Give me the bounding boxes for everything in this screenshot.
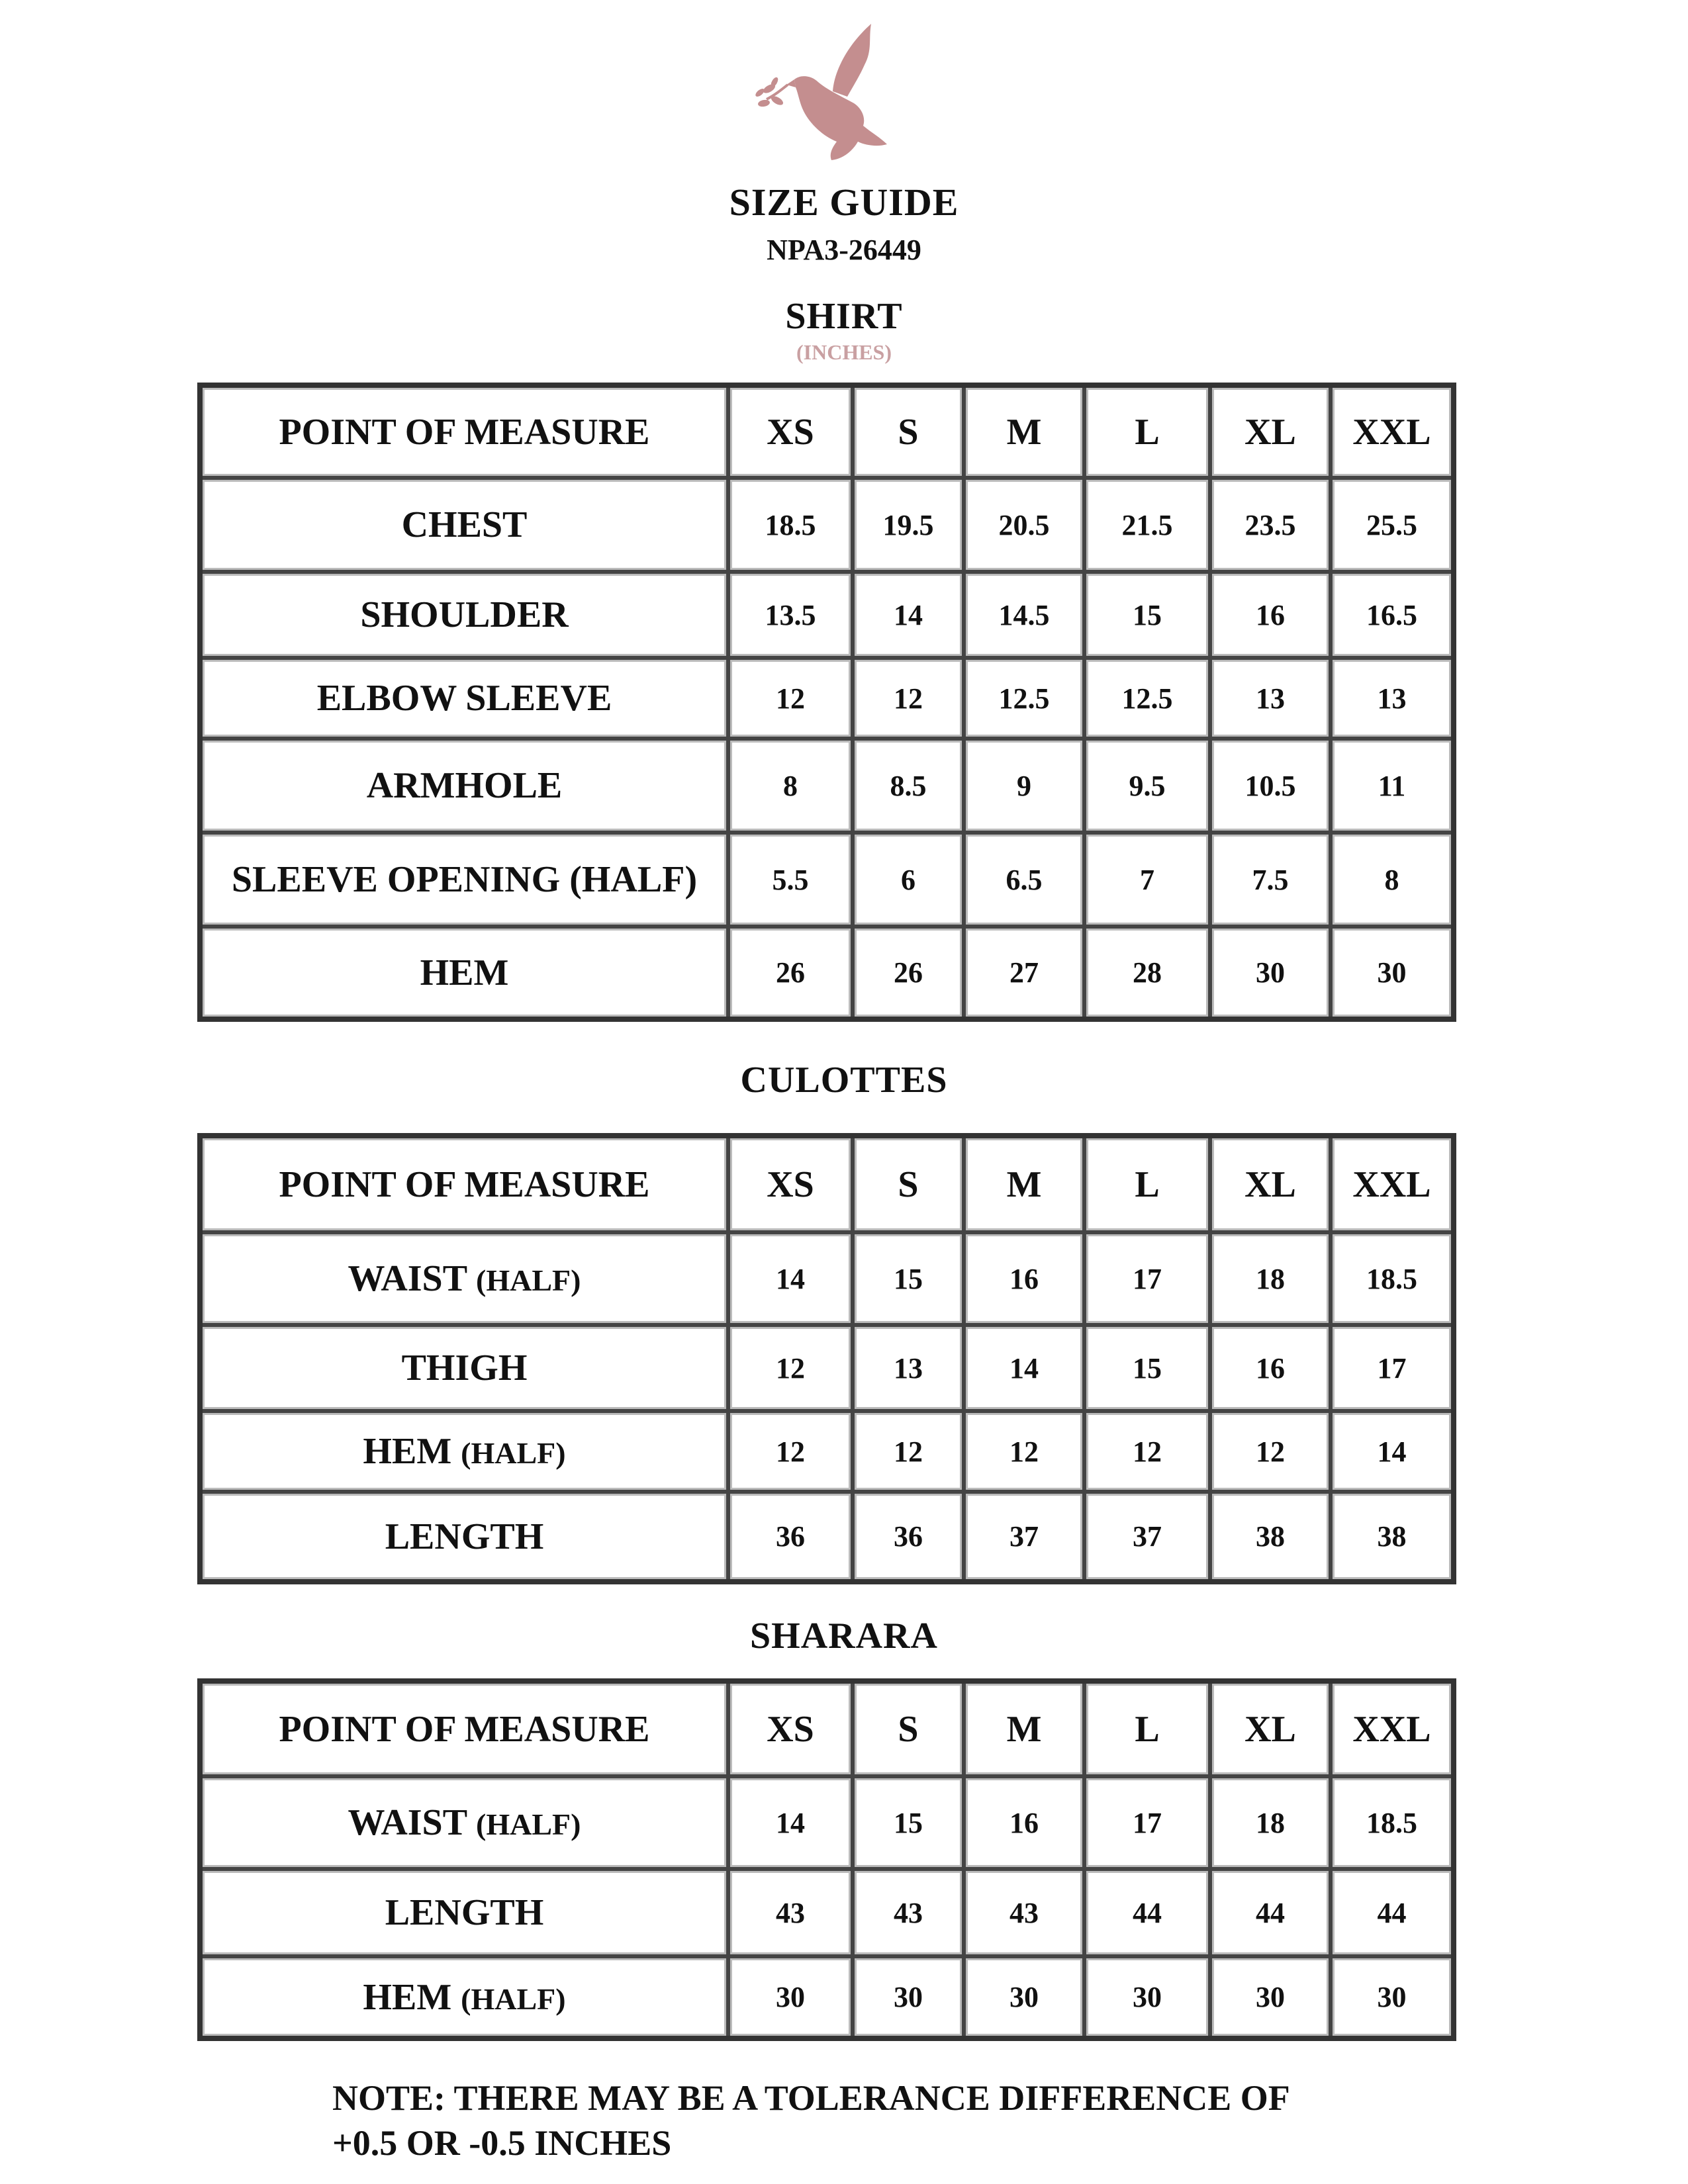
measure-name: SLEEVE OPENING (HALF): [231, 859, 698, 900]
size-value-cell: 26: [853, 927, 964, 1019]
size-value-cell: 18.5: [1331, 1776, 1454, 1869]
size-value-cell: 12: [1084, 1411, 1210, 1492]
size-value-cell: 44: [1084, 1869, 1210, 1956]
size-value-cell: 13: [1210, 658, 1331, 739]
measure-name-cell: [200, 658, 728, 739]
size-value-cell: 18.5: [728, 478, 853, 572]
size-value-cell: 21.5: [1084, 478, 1210, 572]
measure-qualifier: (HALF): [461, 1436, 566, 1470]
size-value-cell: 14: [728, 1232, 853, 1325]
header-size-m: M: [964, 1136, 1084, 1232]
size-value-cell: 38: [1331, 1492, 1454, 1582]
size-value-cell: 18.5: [1331, 1232, 1454, 1325]
size-value-cell: 30: [1331, 927, 1454, 1019]
measure-qualifier: (HALF): [461, 1981, 566, 2016]
size-value-cell: 6.5: [964, 833, 1084, 927]
size-value-cell: 30: [1210, 1956, 1331, 2038]
header-size-l: L: [1084, 1136, 1210, 1232]
table-row: [200, 833, 1454, 927]
size-value-cell: 30: [964, 1956, 1084, 2038]
measure-name-cell: [200, 1232, 728, 1325]
table-row: [200, 1325, 1454, 1411]
size-value-cell: 15: [853, 1232, 964, 1325]
measure-name: ARMHOLE: [366, 765, 563, 806]
measure-name-cell: [200, 927, 728, 1019]
size-value-cell: 9.5: [1084, 739, 1210, 833]
header-size-xs: XS: [728, 1136, 853, 1232]
size-value-cell: 14: [728, 1776, 853, 1869]
shirt-size-table: [197, 383, 1456, 1022]
header-size-xl: XL: [1210, 385, 1331, 478]
size-value-cell: 12: [728, 658, 853, 739]
header-size-m: M: [964, 1681, 1084, 1776]
measure-name: HEM: [363, 1431, 452, 1472]
shirt-section-title: SHIRT: [785, 296, 903, 337]
header-size-xl: XL: [1210, 1136, 1331, 1232]
size-value-cell: 18: [1210, 1776, 1331, 1869]
size-value-cell: 28: [1084, 927, 1210, 1019]
measure-name-cell: [200, 572, 728, 658]
size-value-cell: 25.5: [1331, 478, 1454, 572]
table-header-row: [200, 1681, 1454, 1776]
measure-name-cell: [200, 739, 728, 833]
measure-name: SHOULDER: [360, 594, 569, 635]
size-value-cell: 19.5: [853, 478, 964, 572]
measure-name-cell: [200, 1325, 728, 1411]
header-point-of-measure: POINT OF MEASURE: [200, 1136, 728, 1232]
size-value-cell: 26: [728, 927, 853, 1019]
measure-name: LENGTH: [385, 1892, 544, 1933]
header-size-xs: XS: [728, 385, 853, 478]
size-value-cell: 7: [1084, 833, 1210, 927]
table-row: [200, 1869, 1454, 1956]
measure-qualifier: (HALF): [476, 1263, 581, 1297]
product-code: NPA3-26449: [767, 234, 921, 266]
size-value-cell: 30: [1084, 1956, 1210, 2038]
size-value-cell: 14.5: [964, 572, 1084, 658]
size-value-cell: 30: [1210, 927, 1331, 1019]
size-value-cell: 14: [964, 1325, 1084, 1411]
table-row: [200, 478, 1454, 572]
header-point-of-measure: POINT OF MEASURE: [200, 385, 728, 478]
size-value-cell: 16: [964, 1776, 1084, 1869]
size-value-cell: 13.5: [728, 572, 853, 658]
header-size-xxl: XXL: [1331, 1681, 1454, 1776]
measure-name: HEM: [363, 1976, 452, 2018]
size-value-cell: 27: [964, 927, 1084, 1019]
header-point-of-measure: POINT OF MEASURE: [200, 1681, 728, 1776]
size-value-cell: 44: [1210, 1869, 1331, 1956]
table-row: [200, 1492, 1454, 1582]
size-value-cell: 38: [1210, 1492, 1331, 1582]
measure-name-cell: [200, 1956, 728, 2038]
header-size-s: S: [853, 1681, 964, 1776]
header-size-xl: XL: [1210, 1681, 1331, 1776]
header-size-xxl: XXL: [1331, 385, 1454, 478]
measure-name: WAIST: [348, 1258, 467, 1299]
table-row: [200, 1232, 1454, 1325]
measure-name: HEM: [420, 952, 509, 993]
table-row: [200, 1956, 1454, 2038]
size-value-cell: 6: [853, 833, 964, 927]
size-value-cell: 23.5: [1210, 478, 1331, 572]
size-value-cell: 8: [1331, 833, 1454, 927]
size-value-cell: 15: [1084, 1325, 1210, 1411]
size-value-cell: 43: [964, 1869, 1084, 1956]
header-size-m: M: [964, 385, 1084, 478]
page-title: SIZE GUIDE: [729, 181, 959, 224]
size-value-cell: 16: [1210, 572, 1331, 658]
size-value-cell: 15: [1084, 572, 1210, 658]
header-size-l: L: [1084, 1681, 1210, 1776]
size-value-cell: 17: [1331, 1325, 1454, 1411]
measure-name: THIGH: [401, 1347, 528, 1388]
table-row: [200, 1411, 1454, 1492]
dove-logo-icon: [755, 19, 894, 164]
size-value-cell: 17: [1084, 1776, 1210, 1869]
size-value-cell: 12: [964, 1411, 1084, 1492]
measure-name-cell: [200, 1869, 728, 1956]
tolerance-note-line2: +0.5 OR -0.5 INCHES: [332, 2123, 672, 2163]
table-row: [200, 739, 1454, 833]
size-value-cell: 16.5: [1331, 572, 1454, 658]
measure-qualifier: (HALF): [476, 1807, 581, 1841]
size-value-cell: 10.5: [1210, 739, 1331, 833]
size-value-cell: 12: [728, 1325, 853, 1411]
size-value-cell: 37: [1084, 1492, 1210, 1582]
size-value-cell: 18: [1210, 1232, 1331, 1325]
tolerance-note: [332, 2075, 1458, 2165]
size-value-cell: 43: [853, 1869, 964, 1956]
size-value-cell: 8: [728, 739, 853, 833]
sharara-section-title: SHARARA: [750, 1615, 938, 1657]
size-value-cell: 9: [964, 739, 1084, 833]
header-size-s: S: [853, 385, 964, 478]
size-value-cell: 12: [728, 1411, 853, 1492]
size-value-cell: 13: [1331, 658, 1454, 739]
size-value-cell: 11: [1331, 739, 1454, 833]
size-value-cell: 43: [728, 1869, 853, 1956]
size-value-cell: 17: [1084, 1232, 1210, 1325]
measure-name-cell: [200, 833, 728, 927]
table-row: [200, 658, 1454, 739]
measure-name-cell: [200, 478, 728, 572]
table-row: [200, 572, 1454, 658]
sharara-size-table: [197, 1678, 1456, 2041]
size-value-cell: 30: [853, 1956, 964, 2038]
table-row: [200, 927, 1454, 1019]
size-value-cell: 14: [853, 572, 964, 658]
size-value-cell: 14: [1331, 1411, 1454, 1492]
measure-name: ELBOW SLEEVE: [316, 678, 612, 719]
shirt-units-label: (INCHES): [796, 340, 892, 364]
size-value-cell: 30: [1331, 1956, 1454, 2038]
size-value-cell: 7.5: [1210, 833, 1331, 927]
culottes-size-table: [197, 1133, 1456, 1584]
measure-name-cell: [200, 1776, 728, 1869]
size-value-cell: 16: [964, 1232, 1084, 1325]
header-size-xs: XS: [728, 1681, 853, 1776]
table-header-row: [200, 385, 1454, 478]
size-value-cell: 36: [853, 1492, 964, 1582]
size-value-cell: 12: [853, 1411, 964, 1492]
size-value-cell: 12.5: [1084, 658, 1210, 739]
table-header-row: [200, 1136, 1454, 1232]
size-value-cell: 8.5: [853, 739, 964, 833]
culottes-section-title: CULOTTES: [740, 1060, 948, 1101]
measure-name: WAIST: [348, 1802, 467, 1843]
size-value-cell: 20.5: [964, 478, 1084, 572]
size-value-cell: 12: [1210, 1411, 1331, 1492]
size-value-cell: 36: [728, 1492, 853, 1582]
table-row: [200, 1776, 1454, 1869]
tolerance-note-line1: NOTE: THERE MAY BE A TOLERANCE DIFFERENCE OF: [332, 2078, 1290, 2118]
size-value-cell: 12: [853, 658, 964, 739]
header-size-s: S: [853, 1136, 964, 1232]
measure-name: LENGTH: [385, 1516, 544, 1557]
size-value-cell: 13: [853, 1325, 964, 1411]
size-value-cell: 5.5: [728, 833, 853, 927]
size-value-cell: 30: [728, 1956, 853, 2038]
header-size-xxl: XXL: [1331, 1136, 1454, 1232]
measure-name-cell: [200, 1492, 728, 1582]
header-size-l: L: [1084, 385, 1210, 478]
size-value-cell: 12.5: [964, 658, 1084, 739]
size-value-cell: 15: [853, 1776, 964, 1869]
size-value-cell: 44: [1331, 1869, 1454, 1956]
size-value-cell: 37: [964, 1492, 1084, 1582]
size-value-cell: 16: [1210, 1325, 1331, 1411]
measure-name-cell: [200, 1411, 728, 1492]
measure-name: CHEST: [401, 504, 528, 545]
